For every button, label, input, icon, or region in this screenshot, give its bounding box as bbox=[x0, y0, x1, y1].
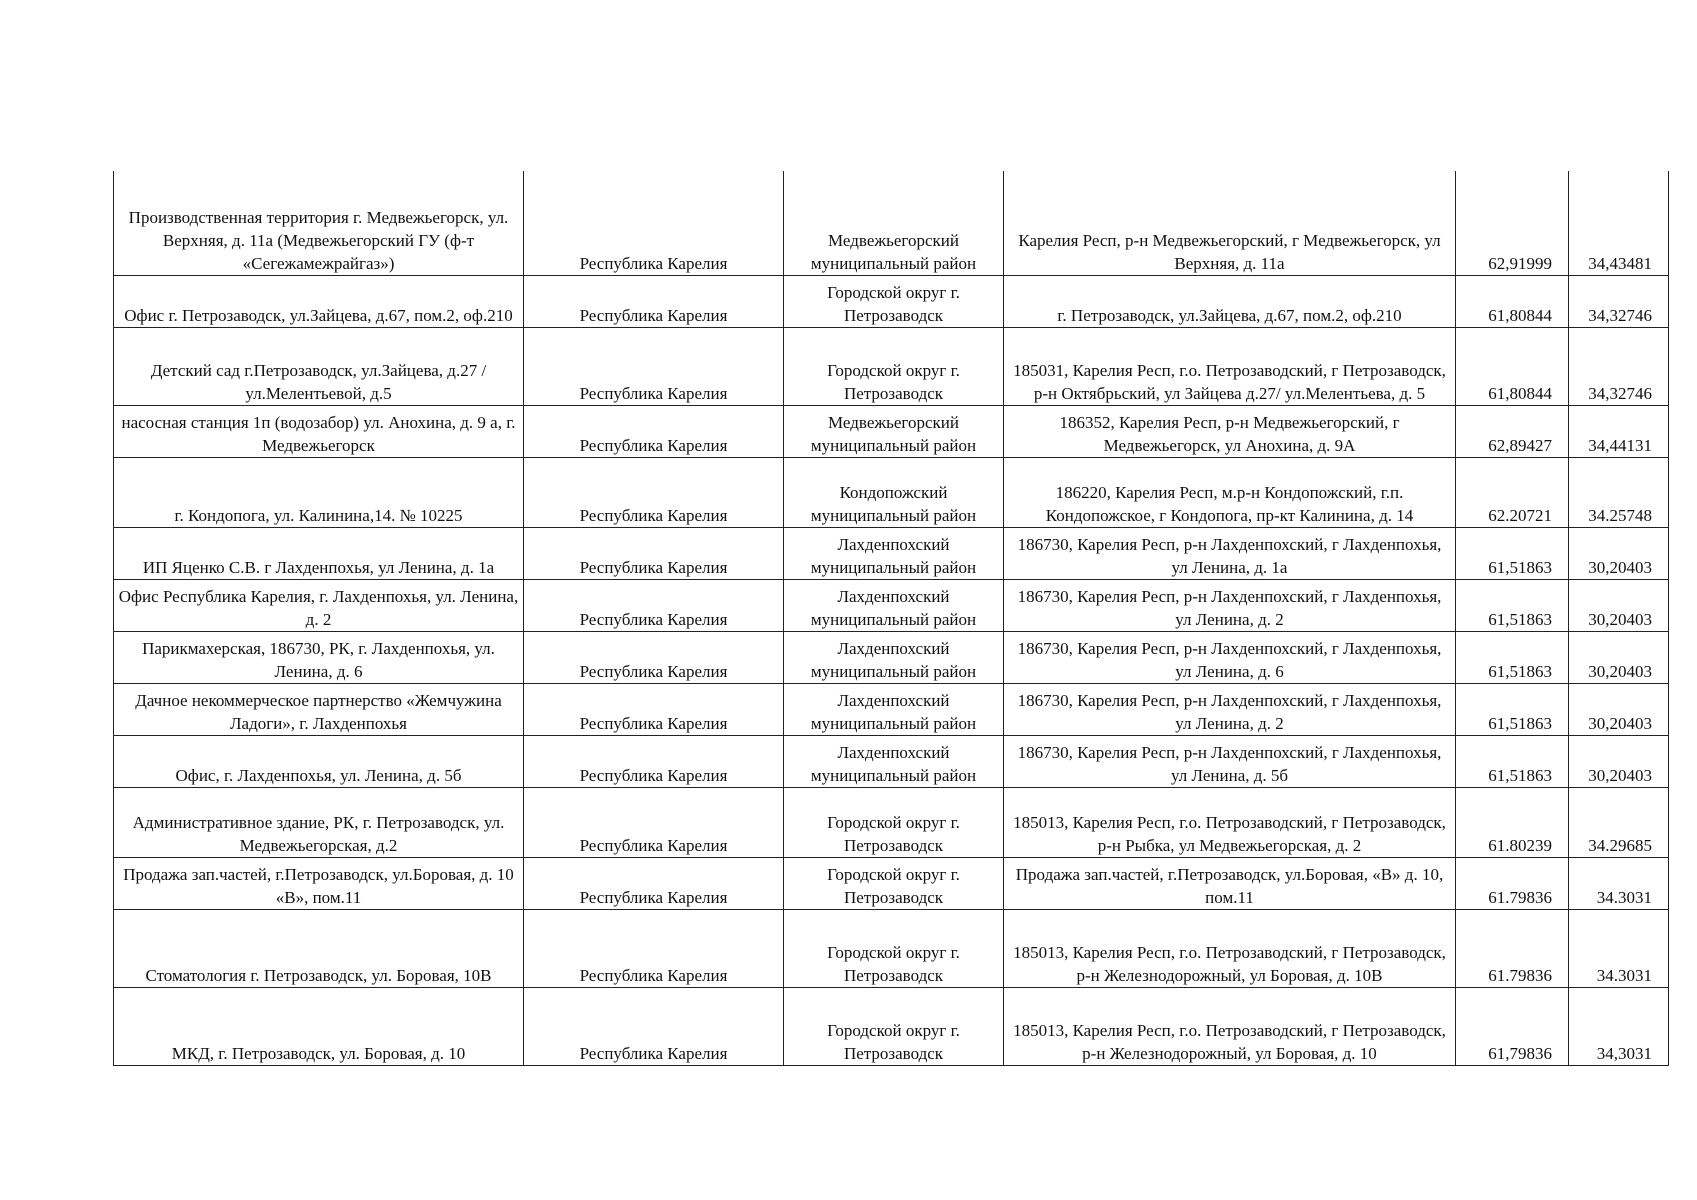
longitude-cell: 30,20403 bbox=[1569, 683, 1669, 735]
address-cell: 185013, Карелия Респ, г.о. Петрозаводский, г Петрозаводск, р-н Рыбка, ул Медвежьегорская, д. 2 bbox=[1004, 787, 1456, 857]
region-cell: Республика Карелия bbox=[524, 735, 784, 787]
latitude-cell: 61,80844 bbox=[1456, 327, 1569, 405]
district-cell: Лахденпохский муниципальный район bbox=[784, 735, 1004, 787]
longitude-cell: 34,3031 bbox=[1569, 987, 1669, 1065]
address-cell: 186730, Карелия Респ, р-н Лахденпохский, г Лахденпохья, ул Ленина, д. 2 bbox=[1004, 579, 1456, 631]
table-body bbox=[114, 171, 1669, 1065]
district-cell: Лахденпохский муниципальный район bbox=[784, 527, 1004, 579]
object-name-cell: Дачное некоммерческое партнерство «Жемчужина Ладоги», г. Лахденпохья bbox=[114, 683, 524, 735]
longitude-cell: 34.29685 bbox=[1569, 787, 1669, 857]
address-cell: 186730, Карелия Респ, р-н Лахденпохский, г Лахденпохья, ул Ленина, д. 2 bbox=[1004, 683, 1456, 735]
latitude-cell: 61,51863 bbox=[1456, 579, 1569, 631]
object-name-cell: ИП Яценко С.В. г Лахденпохья, ул Ленина, д. 1а bbox=[114, 527, 524, 579]
district-cell: Лахденпохский муниципальный район bbox=[784, 683, 1004, 735]
table-row bbox=[114, 987, 1669, 1065]
longitude-cell: 34,44131 bbox=[1569, 405, 1669, 457]
region-cell: Республика Карелия bbox=[524, 857, 784, 909]
region-cell: Республика Карелия bbox=[524, 787, 784, 857]
longitude-cell: 34.3031 bbox=[1569, 909, 1669, 987]
latitude-cell: 61,51863 bbox=[1456, 527, 1569, 579]
latitude-cell: 61,79836 bbox=[1456, 987, 1569, 1065]
table-row bbox=[114, 171, 1669, 275]
table-row bbox=[114, 527, 1669, 579]
region-cell: Республика Карелия bbox=[524, 909, 784, 987]
longitude-cell: 30,20403 bbox=[1569, 631, 1669, 683]
district-cell: Городской округ г. Петрозаводск bbox=[784, 909, 1004, 987]
longitude-cell: 30,20403 bbox=[1569, 735, 1669, 787]
region-cell: Республика Карелия bbox=[524, 275, 784, 327]
region-cell: Республика Карелия bbox=[524, 683, 784, 735]
district-cell: Кондопожский муниципальный район bbox=[784, 457, 1004, 527]
object-name-cell: Парикмахерская, 186730, РК, г. Лахденпохья, ул. Ленина, д. 6 bbox=[114, 631, 524, 683]
object-name-cell: Продажа зап.частей, г.Петрозаводск, ул.Боровая, д. 10 «В», пом.11 bbox=[114, 857, 524, 909]
longitude-cell: 34.25748 bbox=[1569, 457, 1669, 527]
address-cell: Карелия Респ, р-н Медвежьегорский, г Медвежьегорск, ул Верхняя, д. 11а bbox=[1004, 171, 1456, 275]
district-cell: Городской округ г. Петрозаводск bbox=[784, 327, 1004, 405]
table-row bbox=[114, 735, 1669, 787]
address-cell: 185031, Карелия Респ, г.о. Петрозаводский, г Петрозаводск, р-н Октябрьский, ул Зайцева д.27/ ул.Мелентьева, д. 5 bbox=[1004, 327, 1456, 405]
region-cell: Республика Карелия bbox=[524, 527, 784, 579]
district-cell: Лахденпохский муниципальный район bbox=[784, 631, 1004, 683]
longitude-cell: 30,20403 bbox=[1569, 527, 1669, 579]
objects-table bbox=[113, 171, 1669, 1066]
district-cell: Городской округ г. Петрозаводск bbox=[784, 857, 1004, 909]
latitude-cell: 62,89427 bbox=[1456, 405, 1569, 457]
region-cell: Республика Карелия bbox=[524, 457, 784, 527]
object-name-cell: г. Кондопога, ул. Калинина,14. № 10225 bbox=[114, 457, 524, 527]
object-name-cell: Офис, г. Лахденпохья, ул. Ленина, д. 5б bbox=[114, 735, 524, 787]
object-name-cell: Административное здание, РК, г. Петрозаводск, ул. Медвежьегорская, д.2 bbox=[114, 787, 524, 857]
district-cell: Лахденпохский муниципальный район bbox=[784, 579, 1004, 631]
object-name-cell: Детский сад г.Петрозаводск, ул.Зайцева, д.27 / ул.Мелентьевой, д.5 bbox=[114, 327, 524, 405]
address-cell: 186220, Карелия Респ, м.р-н Кондопожский, г.п. Кондопожское, г Кондопога, пр-кт Калинина, д. 14 bbox=[1004, 457, 1456, 527]
longitude-cell: 34,32746 bbox=[1569, 327, 1669, 405]
longitude-cell: 34.3031 bbox=[1569, 857, 1669, 909]
object-name-cell: Производственная территория г. Медвежьегорск, ул. Верхняя, д. 11а (Медвежьегорский ГУ (ф-т «Сегежамежрайгаз») bbox=[114, 171, 524, 275]
object-name-cell: насосная станция 1п (водозабор) ул. Анохина, д. 9 а, г. Медвежьегорск bbox=[114, 405, 524, 457]
latitude-cell: 61,51863 bbox=[1456, 683, 1569, 735]
table-row bbox=[114, 275, 1669, 327]
district-cell: Городской округ г. Петрозаводск bbox=[784, 987, 1004, 1065]
district-cell: Городской округ г. Петрозаводск bbox=[784, 275, 1004, 327]
latitude-cell: 61.79836 bbox=[1456, 857, 1569, 909]
table-row bbox=[114, 787, 1669, 857]
longitude-cell: 34,43481 bbox=[1569, 171, 1669, 275]
address-cell: г. Петрозаводск, ул.Зайцева, д.67, пом.2, оф.210 bbox=[1004, 275, 1456, 327]
address-cell: Продажа зап.частей, г.Петрозаводск, ул.Боровая, «В» д. 10, пом.11 bbox=[1004, 857, 1456, 909]
table-row bbox=[114, 631, 1669, 683]
region-cell: Республика Карелия bbox=[524, 631, 784, 683]
address-cell: 186730, Карелия Респ, р-н Лахденпохский, г Лахденпохья, ул Ленина, д. 6 bbox=[1004, 631, 1456, 683]
document-page bbox=[113, 171, 1668, 1066]
latitude-cell: 61.80239 bbox=[1456, 787, 1569, 857]
table-row bbox=[114, 579, 1669, 631]
region-cell: Республика Карелия bbox=[524, 171, 784, 275]
longitude-cell: 34,32746 bbox=[1569, 275, 1669, 327]
table-row bbox=[114, 457, 1669, 527]
table-row bbox=[114, 857, 1669, 909]
object-name-cell: Офис Республика Карелия, г. Лахденпохья, ул. Ленина, д. 2 bbox=[114, 579, 524, 631]
address-cell: 186730, Карелия Респ, р-н Лахденпохский, г Лахденпохья, ул Ленина, д. 1а bbox=[1004, 527, 1456, 579]
latitude-cell: 61.79836 bbox=[1456, 909, 1569, 987]
district-cell: Медвежьегорский муниципальный район bbox=[784, 171, 1004, 275]
address-cell: 185013, Карелия Респ, г.о. Петрозаводский, г Петрозаводск, р-н Железнодорожный, ул Боровая, д. 10 bbox=[1004, 987, 1456, 1065]
table-row bbox=[114, 327, 1669, 405]
region-cell: Республика Карелия bbox=[524, 405, 784, 457]
object-name-cell: Стоматология г. Петрозаводск, ул. Боровая, 10В bbox=[114, 909, 524, 987]
object-name-cell: Офис г. Петрозаводск, ул.Зайцева, д.67, пом.2, оф.210 bbox=[114, 275, 524, 327]
table-row bbox=[114, 909, 1669, 987]
region-cell: Республика Карелия bbox=[524, 579, 784, 631]
table-row bbox=[114, 405, 1669, 457]
address-cell: 186730, Карелия Респ, р-н Лахденпохский, г Лахденпохья, ул Ленина, д. 5б bbox=[1004, 735, 1456, 787]
region-cell: Республика Карелия bbox=[524, 327, 784, 405]
address-cell: 185013, Карелия Респ, г.о. Петрозаводский, г Петрозаводск, р-н Железнодорожный, ул Боровая, д. 10В bbox=[1004, 909, 1456, 987]
region-cell: Республика Карелия bbox=[524, 987, 784, 1065]
latitude-cell: 62,91999 bbox=[1456, 171, 1569, 275]
latitude-cell: 61,51863 bbox=[1456, 735, 1569, 787]
table-row bbox=[114, 683, 1669, 735]
object-name-cell: МКД, г. Петрозаводск, ул. Боровая, д. 10 bbox=[114, 987, 524, 1065]
district-cell: Медвежьегорский муниципальный район bbox=[784, 405, 1004, 457]
latitude-cell: 61,51863 bbox=[1456, 631, 1569, 683]
address-cell: 186352, Карелия Респ, р-н Медвежьегорский, г Медвежьегорск, ул Анохина, д. 9А bbox=[1004, 405, 1456, 457]
district-cell: Городской округ г. Петрозаводск bbox=[784, 787, 1004, 857]
latitude-cell: 62.20721 bbox=[1456, 457, 1569, 527]
latitude-cell: 61,80844 bbox=[1456, 275, 1569, 327]
longitude-cell: 30,20403 bbox=[1569, 579, 1669, 631]
